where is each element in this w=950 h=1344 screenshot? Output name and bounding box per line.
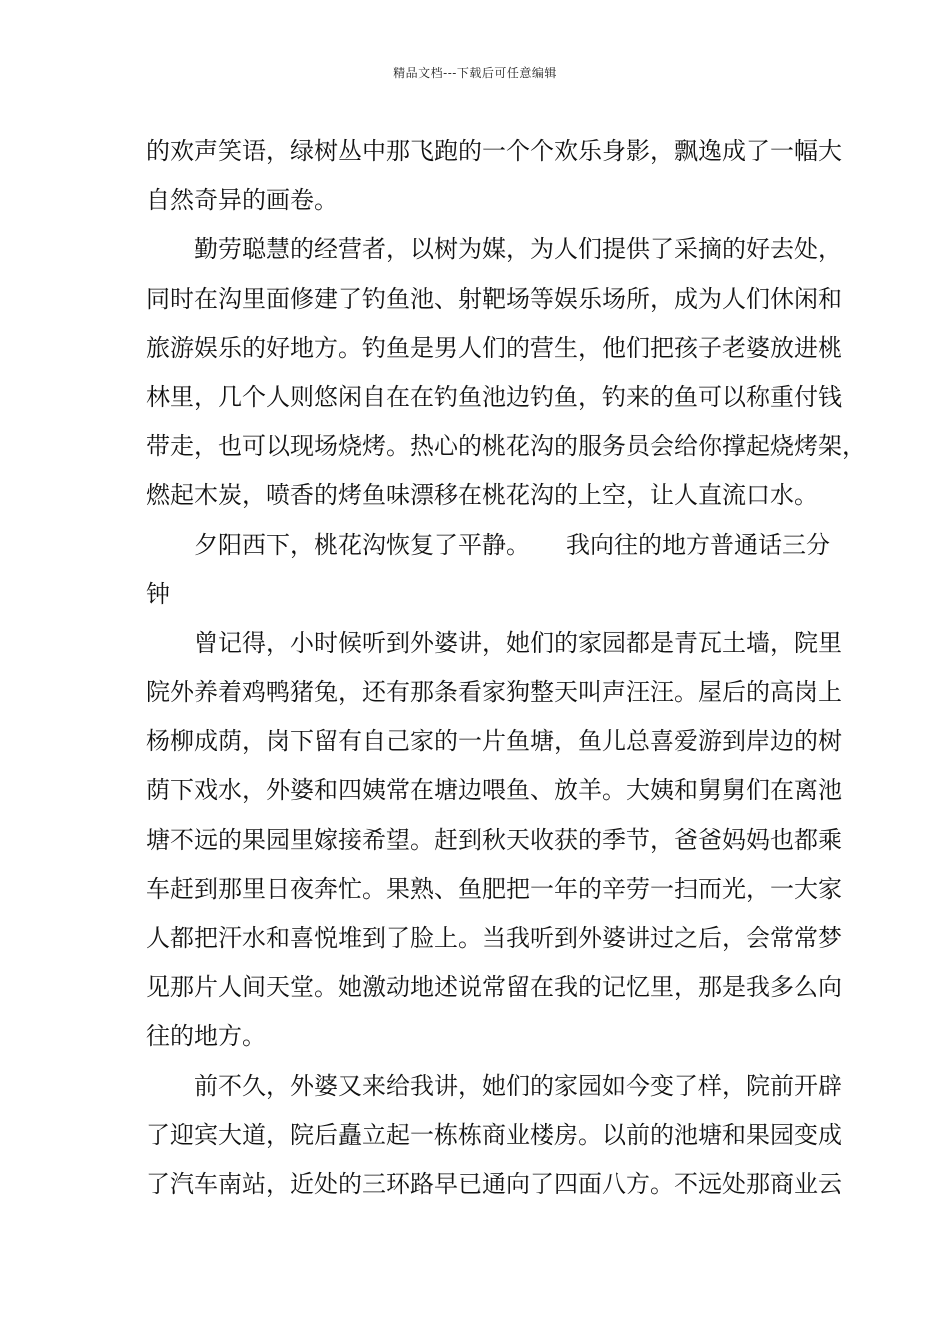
text-line: 荫下戏水，外婆和四姨常在塘边喂鱼、放羊。大姨和舅舅们在离池 xyxy=(146,776,842,805)
text-line: 塘不远的果园里嫁接希望。赶到秋天收获的季节，爸爸妈妈也都乘 xyxy=(146,825,842,854)
paragraph-first-line: 夕阳西下，桃花沟恢复了平静。 我向往的地方普通话三分 xyxy=(194,530,830,559)
paragraph-first-line: 勤劳聪慧的经营者，以树为媒，为人们提供了采摘的好去处， xyxy=(194,235,842,264)
text-line: 自然奇异的画卷。 xyxy=(146,186,338,215)
paragraph-first-line: 前不久，外婆又来给我讲，她们的家园如今变了样，院前开辟 xyxy=(194,1071,842,1100)
text-line: 旅游娱乐的好地方。钓鱼是男人们的营生，他们把孩子老婆放进桃 xyxy=(146,333,842,362)
text-line: 人都把汗水和喜悦堆到了脸上。当我听到外婆讲过之后，会常常梦 xyxy=(146,924,842,952)
text-line: 的欢声笑语，绿树丛中那飞跑的一个个欢乐身影，飘逸成了一幅大 xyxy=(146,137,842,165)
text-line: 燃起木炭，喷香的烤鱼味漂移在桃花沟的上空，让人直流口水。 xyxy=(146,481,818,510)
text-line: 钟 xyxy=(146,579,170,608)
document-body xyxy=(146,127,866,1209)
text-line: 了汽车南站，近处的三环路早已通向了四面八方。不远处那商业云 xyxy=(146,1169,842,1198)
text-line: 见那片人间天堂。她激动地述说常留在我的记忆里，那是我多么向 xyxy=(146,973,842,1002)
page-header: 精品文档---下载后可任意编辑 xyxy=(393,66,557,80)
text-line: 杨柳成荫，岗下留有自己家的一片鱼塘，鱼儿总喜爱游到岸边的树 xyxy=(146,727,842,756)
text-line: 了迎宾大道，院后矗立起一栋栋商业楼房。以前的池塘和果园变成 xyxy=(146,1120,842,1149)
paragraph-first-line: 曾记得，小时候听到外婆讲，她们的家园都是青瓦土墙，院里 xyxy=(194,628,842,657)
text-line: 带走，也可以现场烧烤。热心的桃花沟的服务员会给你撑起烧烤架， xyxy=(146,432,866,461)
text-line: 院外养着鸡鸭猪兔，还有那条看家狗整天叫声汪汪。屋后的高岗上 xyxy=(146,678,842,707)
text-line: 车赶到那里日夜奔忙。果熟、鱼肥把一年的辛劳一扫而光，一大家 xyxy=(146,874,842,903)
text-line: 往的地方。 xyxy=(146,1022,266,1051)
text-line: 林里，几个人则悠闲自在在钓鱼池边钓鱼，钓来的鱼可以称重付钱 xyxy=(146,382,842,411)
text-line: 同时在沟里面修建了钓鱼池、射靶场等娱乐场所，成为人们休闲和 xyxy=(146,284,842,313)
